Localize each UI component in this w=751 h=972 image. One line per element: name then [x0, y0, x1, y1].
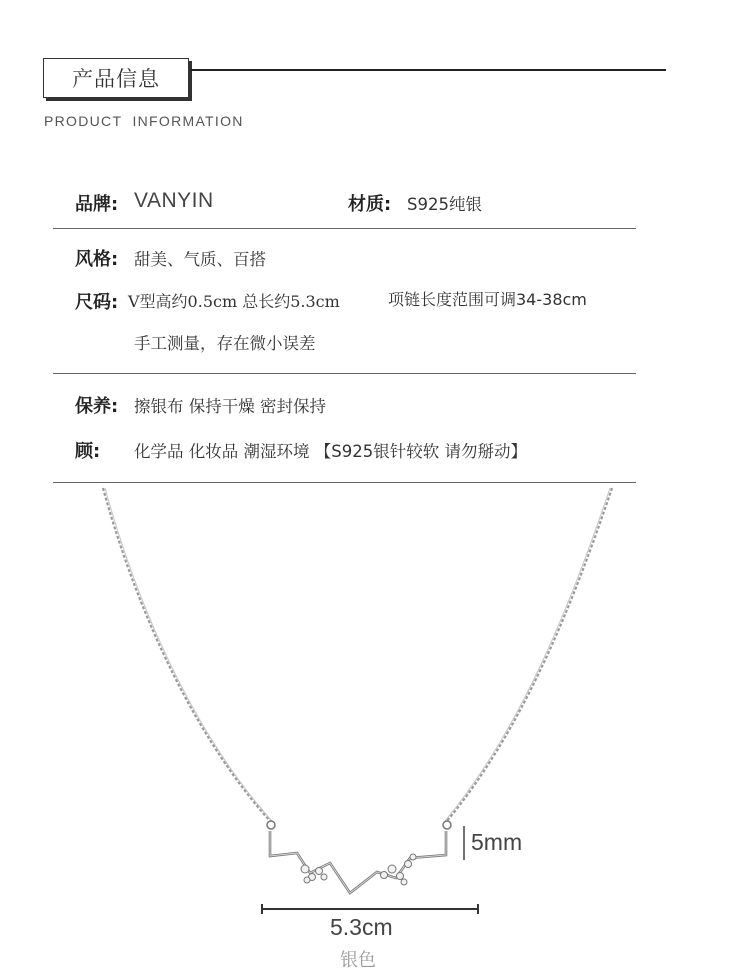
- material-value: S925纯银: [407, 195, 482, 214]
- section-subtitle: PRODUCT INFORMATION: [44, 113, 244, 129]
- title-divider: [190, 69, 666, 71]
- height-dimension-label: 5mm: [471, 829, 523, 855]
- brand-value: VANYIN: [134, 189, 214, 212]
- pendant-zigzag-shine: [270, 831, 446, 893]
- divider-1: [53, 228, 636, 229]
- chain-left-highlight: [105, 488, 272, 821]
- section-title: 产品信息: [72, 67, 160, 91]
- care-label: 保养:: [75, 396, 119, 417]
- style-value: 甜美、气质、百搭: [134, 250, 266, 269]
- width-dimension-label: 5.3cm: [330, 914, 393, 940]
- jump-ring-left: [267, 821, 275, 829]
- size-label: 尺码:: [75, 292, 119, 313]
- crystal-stones: [301, 854, 416, 885]
- style-label: 风格:: [75, 249, 119, 270]
- size-note: 手工测量，存在微小误差: [134, 334, 316, 353]
- material-label: 材质:: [348, 194, 392, 215]
- avoid-label: 顾:: [75, 441, 101, 462]
- divider-2: [53, 373, 636, 374]
- chain-right-highlight: [445, 488, 610, 821]
- brand-label: 品牌:: [75, 194, 119, 215]
- size-value-chain-length: 项链长度范围可调34-38cm: [388, 290, 587, 309]
- size-value-dimensions: V型高约0.5cm 总长约5.3cm: [128, 292, 340, 311]
- avoid-value: 化学品 化妆品 潮湿环境 【S925银针较软 请勿掰动】: [134, 442, 527, 461]
- chain-right: [447, 488, 612, 821]
- chain-left: [103, 488, 270, 821]
- pendant-zigzag: [270, 831, 446, 893]
- necklace-product-image: [0, 483, 751, 957]
- section-title-box: [43, 58, 189, 98]
- color-label: 银色: [340, 950, 376, 971]
- care-value: 擦银布 保持干燥 密封保持: [134, 397, 326, 416]
- jump-ring-right: [443, 821, 451, 829]
